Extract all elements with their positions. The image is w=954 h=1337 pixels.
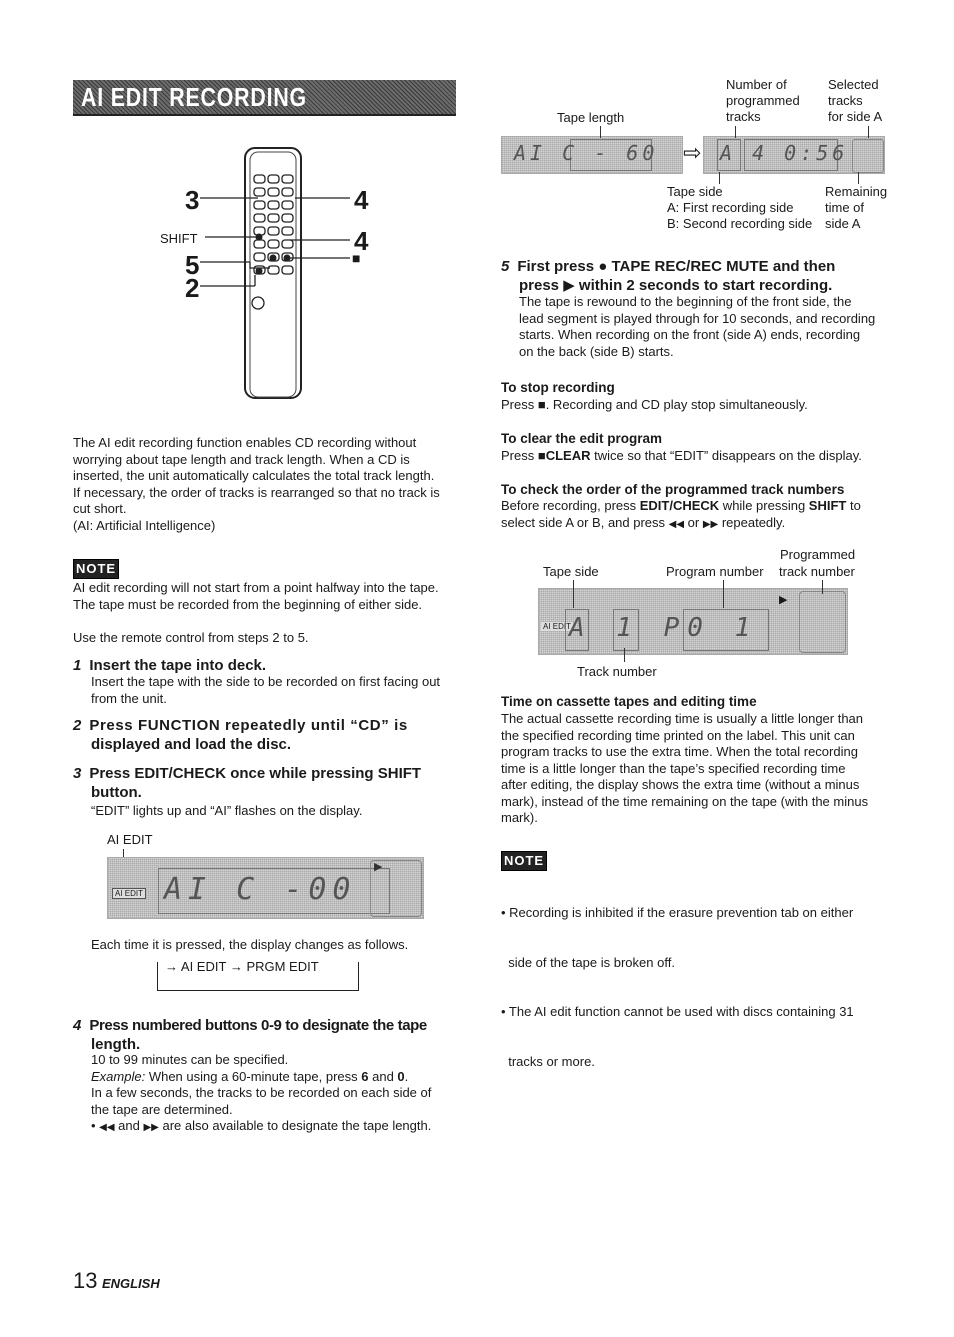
fast-forward-icon: ▶▶ bbox=[143, 1122, 159, 1133]
page-number: 13 bbox=[73, 1268, 98, 1293]
text: time of bbox=[825, 200, 865, 215]
note-line: • The AI edit function cannot be used with discs containing 31 bbox=[501, 1004, 854, 1019]
text: Remaining bbox=[825, 184, 888, 199]
step-line bbox=[91, 1069, 461, 1086]
step-line: 10 to 99 minutes can be specified. bbox=[91, 1052, 289, 1067]
clear-heading: To clear the edit program bbox=[501, 431, 663, 446]
text-line: program tracks to use the extra time. When the total recording bbox=[501, 744, 858, 759]
step-number: 2 bbox=[73, 717, 82, 734]
step-line: In a few seconds, the tracks to be recorded on each side of bbox=[91, 1085, 432, 1100]
clear-desc bbox=[501, 448, 862, 465]
stop-desc bbox=[501, 397, 808, 414]
text: programmed bbox=[726, 93, 800, 108]
text-line: mark), instead of the time remaining on the tape (with the minus bbox=[501, 793, 869, 809]
note-line: tracks or more. bbox=[501, 1053, 595, 1069]
cassette-desc bbox=[501, 711, 891, 827]
stop-heading: To stop recording bbox=[501, 380, 615, 395]
callout-4-top: 4 bbox=[354, 185, 369, 215]
text-line: the specified recording time printed on the label. This unit can bbox=[501, 727, 855, 743]
example-label: Example: bbox=[91, 1068, 146, 1084]
ai-edit-label: AI EDIT bbox=[107, 832, 153, 847]
step-1-heading bbox=[73, 656, 266, 675]
step-line: on the back (side B) starts. bbox=[519, 343, 674, 359]
step-title: Press EDIT/CHECK once while pressing SHIFT bbox=[89, 765, 422, 782]
step-number: 1 bbox=[73, 657, 82, 674]
lcd-display-remaining bbox=[703, 136, 885, 174]
footer-language: ENGLISH bbox=[101, 1276, 160, 1291]
callout-2: 2 bbox=[185, 273, 200, 303]
note-1-text bbox=[73, 580, 458, 613]
record-icon: ● bbox=[598, 258, 608, 275]
step-5-heading bbox=[501, 257, 891, 295]
play-icon: ▶ bbox=[563, 277, 575, 294]
label-tape-side bbox=[667, 184, 812, 232]
text-line: mark). bbox=[501, 810, 538, 825]
bullet: • bbox=[91, 1118, 100, 1133]
leader-line bbox=[573, 580, 574, 608]
lcd-track-grid bbox=[370, 860, 422, 917]
lcd-ai-edit-badge: AI EDIT bbox=[543, 622, 572, 631]
leader-line bbox=[600, 126, 601, 138]
step-title-cont: displayed and load the disc. bbox=[91, 736, 292, 753]
text: Tape side bbox=[667, 184, 723, 199]
stop-icon: ■ bbox=[537, 397, 546, 412]
intro-line: cut short. bbox=[73, 501, 127, 516]
text: side A bbox=[825, 216, 861, 231]
step-line: from the unit. bbox=[91, 690, 167, 706]
text: press bbox=[519, 277, 564, 294]
transition-arrow-icon: ⇨ bbox=[683, 140, 702, 165]
text: repeatedly. bbox=[718, 514, 786, 530]
text: within 2 seconds to start recording. bbox=[574, 277, 833, 294]
text-line: after editing, the display shows the extra time (without a minus bbox=[501, 777, 860, 792]
label-track-number: Track number bbox=[577, 664, 657, 679]
step-title-cont: button. bbox=[91, 784, 142, 801]
label-tape-length: Tape length bbox=[557, 110, 625, 125]
lcd-segment-text: AI C - 60 bbox=[514, 141, 659, 165]
lcd-track-grid bbox=[852, 139, 884, 173]
note-line: • Recording is inhibited if the erasure prevention tab on either bbox=[501, 905, 854, 920]
text: B: Second recording side bbox=[667, 216, 813, 231]
label-track-number-top: track number bbox=[779, 564, 855, 579]
step-line: lead segment is played through for 10 seconds, and recording bbox=[519, 310, 876, 326]
page-footer bbox=[73, 1268, 160, 1294]
text-line: time is a little longer than the tape’s specified recording time bbox=[501, 760, 846, 776]
step-line: the tape are determined. bbox=[91, 1101, 233, 1117]
text: Before recording, press bbox=[501, 498, 640, 513]
text: tracks bbox=[828, 93, 863, 108]
text: are also available to designate the tape length. bbox=[158, 1118, 432, 1133]
label-tape-side-2: Tape side bbox=[543, 564, 599, 579]
text: SHIFT bbox=[808, 498, 847, 513]
callout-shift: SHIFT bbox=[160, 231, 198, 246]
fast-forward-icon: ▶▶ bbox=[702, 518, 719, 530]
check-desc bbox=[501, 498, 891, 533]
callout-5: 5 bbox=[185, 250, 200, 280]
label-remaining-time bbox=[825, 184, 887, 232]
text: select side A or B, and press bbox=[501, 514, 669, 530]
step-1-desc bbox=[91, 674, 461, 707]
step-3-heading bbox=[73, 764, 463, 802]
text: and bbox=[114, 1118, 144, 1133]
leader-line bbox=[858, 172, 859, 184]
remote-use-text: Use the remote control from steps 2 to 5. bbox=[73, 630, 309, 645]
text: and bbox=[368, 1068, 398, 1084]
callout-stop-symbol: ■ bbox=[352, 250, 361, 266]
cycle-arrow-icon: → bbox=[165, 959, 178, 974]
leader-line bbox=[735, 126, 736, 138]
note-2-text bbox=[501, 872, 893, 1087]
step-line bbox=[91, 1118, 461, 1137]
intro-paragraph bbox=[73, 435, 458, 534]
text: First press bbox=[517, 258, 599, 275]
lcd-segment-text: A 1 P0 1 bbox=[569, 613, 759, 643]
text: TAPE REC/REC MUTE and then bbox=[607, 258, 836, 275]
text: When using a 60-minute tape, press bbox=[145, 1068, 362, 1084]
step-title: Press FUNCTION repeatedly until “CD” is bbox=[89, 717, 408, 734]
intro-line: The AI edit recording function enables CD recording without bbox=[73, 435, 417, 450]
play-arrow-icon: ▶ bbox=[779, 594, 788, 606]
step-line: Insert the tape with the side to be recorded on first facing out bbox=[91, 674, 441, 689]
cycle-arrow-icon: → bbox=[229, 959, 243, 974]
step-title: Press numbered buttons 0-9 to designate the tape bbox=[89, 1017, 427, 1034]
lcd-segment-text: A 4 0:56 bbox=[720, 141, 849, 165]
text: EDIT/CHECK bbox=[639, 498, 720, 513]
cassette-heading: Time on cassette tapes and editing time bbox=[501, 694, 757, 709]
play-arrow-icon: ▶ bbox=[374, 861, 383, 873]
text: Press bbox=[501, 448, 538, 463]
lcd-track-grid bbox=[799, 591, 846, 653]
note-badge-2: NOTE bbox=[501, 851, 547, 871]
section-title-bar bbox=[73, 80, 456, 116]
step-2-heading bbox=[73, 716, 463, 754]
text: . Recording and CD play stop simultaneously. bbox=[545, 397, 808, 412]
note-line: side of the tape is broken off. bbox=[501, 954, 675, 970]
page-title: AI EDIT RECORDING bbox=[81, 82, 307, 112]
leader-line bbox=[719, 172, 720, 184]
text: Press bbox=[501, 397, 538, 412]
label-programmed-tracks bbox=[726, 77, 800, 125]
text: A: First recording side bbox=[667, 200, 794, 215]
cycle-text bbox=[163, 959, 321, 976]
cycle-prgm-edit: PRGM EDIT bbox=[246, 959, 319, 974]
leader-line bbox=[723, 580, 724, 608]
key-0: 0 bbox=[397, 1068, 405, 1084]
text: Number of bbox=[726, 77, 787, 92]
callout-4-mid: 4 bbox=[354, 226, 369, 256]
text-line bbox=[501, 498, 891, 515]
step-5-desc bbox=[519, 294, 889, 360]
step-4-heading bbox=[73, 1016, 463, 1054]
note-line: The tape must be recorded from the beginning of either side. bbox=[73, 596, 423, 612]
step-number: 4 bbox=[73, 1017, 82, 1034]
label-program-number: Program number bbox=[666, 564, 764, 579]
intro-line: (AI: Artificial Intelligence) bbox=[73, 517, 216, 533]
note-badge: NOTE bbox=[73, 559, 119, 579]
leader-line bbox=[822, 580, 823, 594]
cycle-ai-edit: AI EDIT bbox=[180, 959, 227, 974]
lcd-display-check bbox=[538, 588, 848, 655]
text: twice so that “EDIT” disappears on the display. bbox=[590, 448, 862, 463]
text: tracks bbox=[726, 109, 761, 124]
note-line: AI edit recording will not start from a point halfway into the tape. bbox=[73, 580, 439, 595]
step-number: 5 bbox=[501, 258, 510, 275]
text: while pressing bbox=[719, 498, 809, 513]
intro-line: inserted, the unit automatically calculates the total track length. bbox=[73, 468, 435, 483]
step-line: The tape is rewound to the beginning of the front side, the bbox=[519, 294, 852, 309]
rewind-icon: ◀◀ bbox=[668, 518, 685, 530]
text-line: The actual cassette recording time is usually a little longer than bbox=[501, 711, 864, 726]
text-line bbox=[501, 515, 891, 534]
text: . bbox=[404, 1068, 409, 1084]
text: or bbox=[684, 514, 703, 530]
lcd-ai-edit-badge: AI EDIT bbox=[112, 888, 146, 899]
intro-line: If necessary, the order of tracks is rearranged so that no track is bbox=[73, 484, 440, 500]
leader-line bbox=[624, 648, 625, 662]
step-3-desc: “EDIT” lights up and “AI” flashes on the display. bbox=[91, 803, 363, 818]
leader-line bbox=[868, 126, 869, 138]
check-heading: To check the order of the programmed track numbers bbox=[501, 482, 845, 497]
intro-line: worrying about tape length and track length. When a CD is bbox=[73, 451, 410, 467]
text: Selected bbox=[828, 77, 879, 92]
label-programmed: Programmed bbox=[780, 547, 856, 562]
step-title-cont: length. bbox=[91, 1036, 141, 1053]
text: to bbox=[846, 498, 861, 513]
lcd-display-tape-length bbox=[501, 136, 683, 174]
callout-3: 3 bbox=[185, 185, 200, 215]
step-line: starts. When recording on the front (side A) ends, recording bbox=[519, 327, 861, 342]
each-time-text: Each time it is pressed, the display changes as follows. bbox=[91, 937, 409, 952]
key-6: 6 bbox=[361, 1068, 369, 1084]
lcd-display-step3 bbox=[107, 857, 424, 919]
label-selected-tracks bbox=[828, 77, 882, 125]
step-4-desc bbox=[91, 1052, 461, 1137]
clear-button-label: ■CLEAR bbox=[537, 448, 591, 463]
rewind-icon: ◀◀ bbox=[99, 1122, 115, 1133]
step-title: Insert the tape into deck. bbox=[89, 657, 267, 674]
step-number: 3 bbox=[73, 765, 82, 782]
lcd-segment-text: AI C -00 bbox=[164, 872, 357, 907]
text: for side A bbox=[828, 109, 883, 124]
